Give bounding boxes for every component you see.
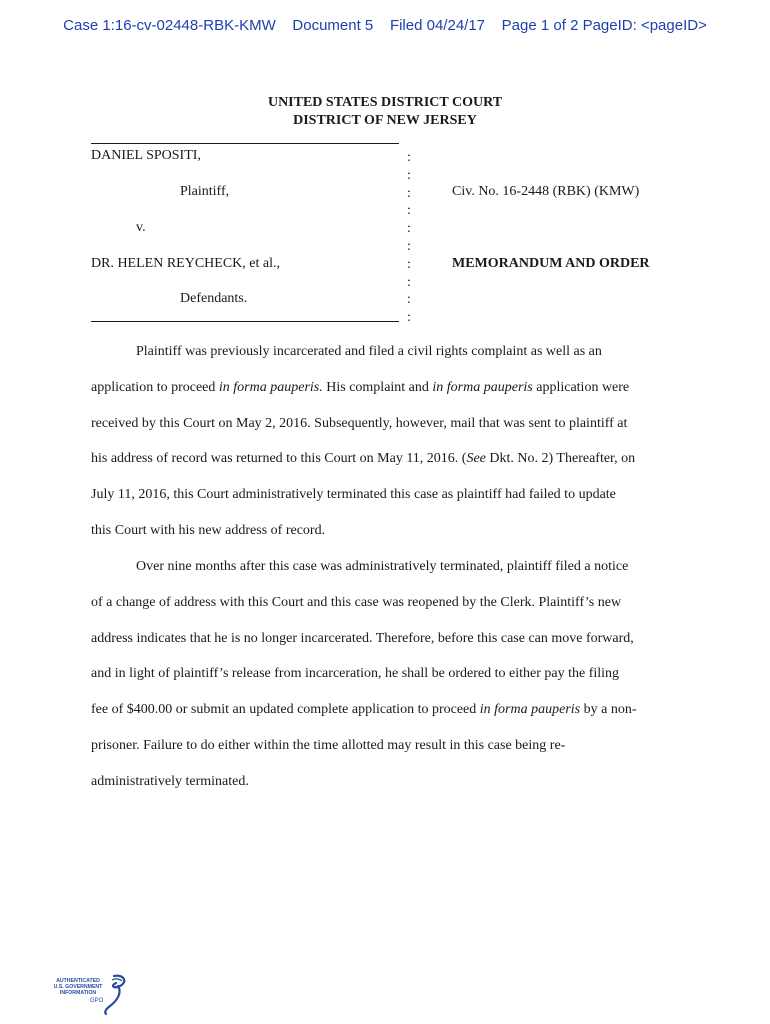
caption-top-rule (91, 143, 399, 144)
paragraph-line (91, 621, 691, 657)
text-run: prisoner. Failure to do either within the time allotted may result in this case being re- (91, 737, 566, 753)
caption-colon: : (407, 221, 411, 237)
body-paragraph-2 (91, 549, 691, 800)
caption-colon: : (407, 239, 411, 254)
paragraph-line (91, 764, 691, 800)
italic-phrase: in forma pauperis (479, 702, 581, 718)
court-name: UNITED STATES DISTRICT COURT (267, 95, 503, 110)
svg-text:GPO: GPO (90, 998, 104, 1004)
text-run: and in light of plaintiff’s release from incarceration, he shall be ordered to either pay the filing (91, 666, 620, 682)
text-run: by a non- (580, 702, 637, 718)
gpo-authentication-seal-icon (44, 972, 134, 1016)
text-run: July 11, 2016, this Court administratively terminated this case as plaintiff had failed to update (91, 487, 616, 503)
body-paragraph-1 (91, 334, 691, 549)
case-header-stamp: Case 1:16-cv-02448-RBK-KMW Document 5 Filed 04/24/17 Page 1 of 2 PageID: <pageID> (63, 17, 707, 34)
caption-colon: : (407, 167, 411, 183)
text-run: of a change of address with this Court and this case was reopened by the Clerk. Plaintiff’s new (91, 594, 622, 610)
caption-colon: : (407, 203, 411, 219)
caption-bottom-rule (91, 321, 399, 322)
paragraph-line (91, 513, 691, 549)
text-run: application were (532, 379, 630, 395)
plaintiff-name: DANIEL SPOSITI, (91, 148, 201, 163)
text-run: administratively terminated. (91, 773, 249, 789)
paragraph-line (91, 370, 691, 406)
caption-colon: : (407, 310, 411, 326)
svg-text:U.S. GOVERNMENT: U.S. GOVERNMENT (53, 984, 103, 990)
text-run: Dkt. No. 2) Thereafter, on (485, 451, 636, 467)
text-run: his address of record was returned to this Court on May 11, 2016. ( (91, 451, 467, 467)
document-title: MEMORANDUM AND ORDER (452, 256, 650, 271)
defendant-role: Defendants. (180, 291, 248, 306)
paragraph-line (91, 406, 691, 442)
civil-case-number: Civ. No. 16-2448 (RBK) (KMW) (452, 184, 640, 199)
svg-text:INFORMATION: INFORMATION (59, 990, 97, 996)
text-run: His complaint and (322, 379, 433, 395)
paragraph-line (91, 549, 691, 585)
court-title (0, 94, 770, 130)
paragraph-line (91, 334, 691, 370)
text-run: received by this Court on May 2, 2016. Subsequently, however, mail that was sent to plaintiff at (91, 415, 628, 431)
paragraph-line (91, 441, 691, 477)
svg-text:AUTHENTICATED: AUTHENTICATED (56, 978, 100, 984)
caption-colon: : (407, 150, 411, 165)
caption-colon: : (407, 256, 411, 272)
caption-colon: : (407, 292, 411, 308)
paragraph-line (91, 692, 691, 728)
paragraph-line (91, 477, 691, 513)
italic-phrase: in forma pauperis. (218, 379, 323, 395)
text-run: Over nine months after this case was administratively terminated, plaintiff filed a notice (136, 559, 629, 574)
versus-label: v. (136, 220, 146, 235)
text-run: application to proceed (91, 379, 219, 395)
plaintiff-role: Plaintiff, (180, 184, 230, 199)
text-run: Plaintiff was previously incarcerated and filed a civil rights complaint as well as an (136, 344, 602, 359)
caption-colon: : (407, 185, 411, 201)
defendant-name: DR. HELEN REYCHECK, et al., (91, 256, 280, 271)
text-run: address indicates that he is no longer incarcerated. Therefore, before this case can move forward, (91, 630, 634, 646)
caption-colon: : (407, 274, 411, 290)
text-run: fee of $400.00 or submit an updated complete application to proceed (91, 702, 480, 718)
text-run: this Court with his new address of record. (91, 522, 326, 538)
court-district: DISTRICT OF NEW JERSEY (293, 113, 477, 128)
italic-phrase: in forma pauperis (432, 379, 533, 395)
paragraph-line (91, 656, 691, 692)
paragraph-line (91, 585, 691, 621)
paragraph-line (91, 728, 691, 764)
italic-phrase: See (466, 451, 486, 467)
